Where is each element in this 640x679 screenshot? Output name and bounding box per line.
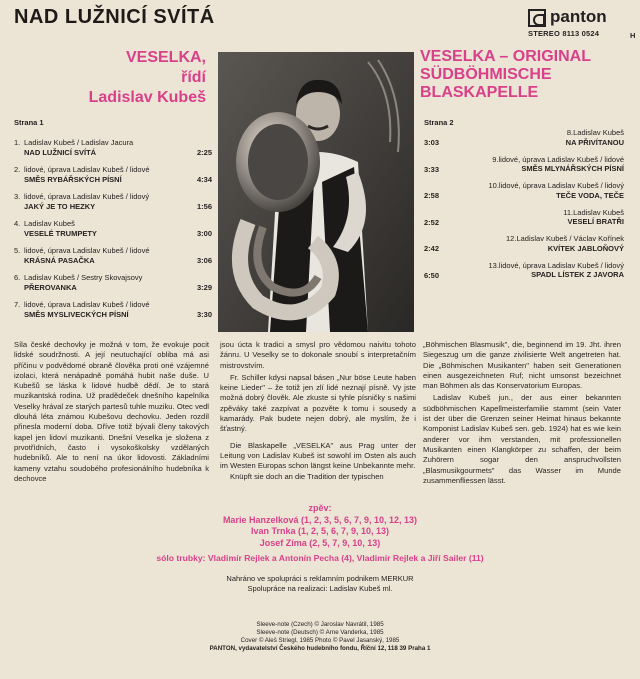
recording-note-line-2: Spolupráce na realizaci: Ladislav Kubeš ml. <box>247 584 393 593</box>
track-title: SMĚS MLYNÁŘSKÝCH PÍSNÍ <box>521 164 624 173</box>
notes-col2-p2: Fr. Schiller kdysi napsal básen „Nur böse Leute haben keine Lieder" – že totiž jen zlí lidé neznají písně. Vy jste možná dobrý člověk. Ale zkuste si tyhle písničky s našimi zpěváky také zazpívat a pozvěte k tomu i sousedy a kamarády. Pak budete nejen dobrý, ale myslím, že i šťastný. <box>220 372 416 434</box>
track-info <box>14 219 184 238</box>
right-heading-line-1: VESELKA – ORIGINAL <box>420 48 591 65</box>
track-info <box>464 261 624 280</box>
track-row <box>14 273 212 300</box>
recording-note-line-1: Nahráno ve spolupráci s reklamním podnikem MERKUR <box>226 574 414 583</box>
left-heading-line-1: VESELKA, <box>125 49 206 66</box>
label-code: H <box>630 31 636 40</box>
left-heading-line-3: Ladislav Kubeš <box>88 89 206 106</box>
notes-col2-p3: Die Blaskapelle „VESELKA" aus Prag unter der Leitung von Ladislav Kubeš ist sowohl im Osten als auch im Westen Europas schon längst keine Unbekannte mehr. <box>220 440 416 471</box>
track-credit: lidové, úprava Ladislav Kubeš / lidové <box>498 154 624 164</box>
track-info <box>14 138 184 157</box>
track-info <box>464 128 624 147</box>
track-duration: 3:33 <box>424 164 440 174</box>
right-heading <box>420 48 591 102</box>
track-duration: 3:03 <box>424 138 440 147</box>
track-row <box>424 261 624 288</box>
track-number: 2. <box>14 165 21 174</box>
track-title: JAKÝ JE TO HEZKY <box>24 201 96 211</box>
band-leader-photo <box>218 52 414 332</box>
track-duration: 3:06 <box>196 256 212 265</box>
track-row <box>424 181 624 208</box>
vocalist-1: Marie Hanzelková (1, 2, 3, 5, 6, 7, 9, 10, 12, 13) <box>222 514 418 525</box>
vocals-block <box>0 503 640 549</box>
track-number: 4. <box>14 219 21 228</box>
track-row <box>424 208 624 235</box>
side2-label: Strana 2 <box>424 118 454 127</box>
track-credit: Ladislav Kubeš <box>573 128 624 137</box>
track-info <box>464 155 624 174</box>
notes-col3-p2: Ladislav Kubeš jun., der aus einer bekannten südböhmischen Kapellmeisterfamilie stammt (sein Vater ist der über die Grenzen seiner Heimat hinaus bekannte Komponist Ladislav Kubeš sen. geb. 1924) hat es wie kein anderer vor ihm verstanden, mit professionellen Musikanten einen Klangkörper zu schaffen, der beim Zuhörern sogar den anspruchvollsten „Blasmusikgourmets" das Wasser im Munde zusammenfliessen lässt. <box>423 393 621 485</box>
track-credit: lidové, úprava Ladislav Kubeš / lidové <box>24 165 150 174</box>
notes-col2 <box>220 340 416 482</box>
track-credit: Ladislav Kubeš / Václav Kořínek <box>516 234 624 243</box>
track-row <box>424 155 624 182</box>
track-credit: lidové, úprava Ladislav Kubeš / lidové <box>24 246 150 255</box>
track-duration: 6:50 <box>424 270 440 280</box>
track-credit: lidové, úprava Ladislav Kubeš / lidový <box>24 192 150 201</box>
track-number: 5. <box>14 246 21 255</box>
track-title: KVÍTEK JABLOŇOVÝ <box>547 243 624 253</box>
credit-line-1: Sleeve-note (Czech) © Jaroslav Navrátil, 1985 <box>256 621 384 628</box>
track-info <box>464 181 624 200</box>
notes-col2-p4: Knüpft sie doch an die Tradition der typischen <box>230 471 384 481</box>
track-number: 10. <box>488 181 499 190</box>
track-title: SPADL LÍSTEK Z JAVORA <box>531 270 624 279</box>
track-row <box>14 219 212 246</box>
track-credit: lidové, úprava Ladislav Kubeš / lidový <box>498 260 624 270</box>
track-title: PŘEROVANKA <box>24 282 77 292</box>
track-number: 9. <box>492 154 499 164</box>
right-heading-line-3: BLASKAPELLE <box>420 84 539 101</box>
right-heading-line-2: SÜDBÖHMISCHE <box>420 66 552 83</box>
track-title: SMĚS RYBÁŘSKÝCH PÍSNÍ <box>24 174 122 184</box>
track-number: 1. <box>14 138 21 147</box>
track-title: NA PŘIVÍTANOU <box>565 137 624 147</box>
track-duration: 2:25 <box>196 148 212 157</box>
track-number: 6. <box>14 273 21 282</box>
track-number: 12. <box>506 234 517 243</box>
track-row <box>14 165 212 192</box>
left-heading-line-2: řídí <box>181 69 206 86</box>
vocalist-3: Josef Zíma (2, 5, 7, 9, 10, 13) <box>259 537 381 548</box>
track-number: 8. <box>566 128 574 137</box>
credit-line-2: Sleeve-note (Deutsch) © Arne Vanderka, 1985 <box>256 629 384 636</box>
track-number: 11. <box>563 207 574 217</box>
track-credit: lidové, úprava Ladislav Kubeš / lidový <box>498 181 624 190</box>
side1-tracklist <box>14 138 212 327</box>
credits-block <box>0 621 640 653</box>
track-duration: 1:56 <box>196 202 212 211</box>
track-credit: Ladislav Kubeš / Ladislav Jacura <box>24 138 134 147</box>
notes-col3-p1: „Böhmischen Blasmusik", die, beginnend im 19. Jht. ihren Siegeszug um die ganze zivilisierte Welt angetreten hat. Die „Böhmischen Musikanten" haben seit Generationen einen ausgezeichneten Ruf; nicht umsonst bezeichnet man Böhmen als das Konservatorium Europas. <box>423 340 621 391</box>
notes-col3 <box>423 340 621 486</box>
track-title: NAD LUŽNICÍ SVÍTÁ <box>24 147 97 157</box>
side2-tracklist <box>424 128 624 287</box>
notes-czech-col1: Síla české dechovky je možná v tom, že evokuje pocit lidské soudržnosti. A její neutuchající obliba má asi příčinu v podvědomé obraně člověka proti oné vzájemné izolaci, která nenápadně pomáhá hubit naše duše. U Kubešů se láska k lidové hudbě dědí. Je to stará muzikantská rodina. Už pradědeček dnešního kapelníka Veselky hrával ze starých partesů tuhle muziku. Otec vedl dlouhá léta známou Kubešovu dechovku. Jeden rozdíl přinesla moderní doba. Dříve totiž bývali členy takových kapel jen lidoví muzikanti. Dnešní Veselka je složena z prvotřídních, často i vysokoškolsky vzdělaných hudebníků. Ale to není na úkor lidovosti. Základními kameny vztahu soudobého profesionálního hudebníka k dechovce <box>14 340 209 483</box>
track-row <box>424 234 624 261</box>
track-title: VESELÍ BRATŘI <box>567 217 624 226</box>
track-row <box>424 128 624 155</box>
track-title: TEČE VODA, TEČE <box>556 190 624 200</box>
track-row <box>14 138 212 165</box>
credit-line-3: Cover © Aleš Striegl, 1985 Photo © Pavel Jasanský, 1985 <box>240 637 400 644</box>
credit-line-4: PANTON, vydavatelství Českého hudebního fondu, Říční 12, 118 39 Praha 1 <box>209 645 431 652</box>
track-credit: Ladislav Kubeš <box>573 207 624 217</box>
track-credit: lidové, úprava Ladislav Kubeš / lidové <box>24 300 150 309</box>
side1-label: Strana 1 <box>14 118 44 127</box>
track-duration: 3:30 <box>196 310 212 319</box>
album-title: NAD LUŽNICÍ SVÍTÁ <box>14 6 215 28</box>
track-number: 13. <box>488 260 499 270</box>
track-info <box>14 192 184 211</box>
solo-trumpets: sólo trubky: Vladimír Rejlek a Antonín Pecha (4), Vladimír Rejlek a Jiří Sailer (11) <box>156 553 484 563</box>
track-info <box>14 300 184 319</box>
left-heading <box>89 48 206 108</box>
label-name: panton <box>550 7 607 26</box>
track-duration: 2:58 <box>424 191 440 200</box>
track-info <box>14 246 184 265</box>
vocals-label: zpěv: <box>308 503 332 513</box>
notes-col2-p1: jsou úcta k tradici a smysl pro vědomou naivitu tohoto žánru. U Veselky se to dokonale snoubí s interpretačním mistrovstvím. <box>220 340 416 370</box>
track-credit: Ladislav Kubeš / Sestry Skovajsovy <box>24 273 143 282</box>
track-info <box>464 208 624 227</box>
track-row <box>14 192 212 219</box>
tuba-player-illustration <box>218 52 414 332</box>
track-info <box>464 234 624 253</box>
track-info <box>14 273 184 292</box>
track-number: 3. <box>14 192 21 201</box>
panton-logo <box>528 7 636 40</box>
track-duration: 3:29 <box>196 283 212 292</box>
recording-note <box>0 574 640 594</box>
track-title: KRÁSNÁ PASAČKA <box>24 255 95 265</box>
track-duration: 2:52 <box>424 217 440 227</box>
track-duration: 4:34 <box>196 175 212 184</box>
track-credit: Ladislav Kubeš <box>24 219 75 228</box>
track-title: SMĚS MYSLIVECKÝCH PÍSNÍ <box>24 309 129 319</box>
track-title: VESELÉ TRUMPETY <box>24 228 97 238</box>
track-row <box>14 300 212 327</box>
panton-logo-icon <box>528 9 546 27</box>
track-duration: 3:00 <box>196 229 212 238</box>
track-duration: 2:42 <box>424 244 440 253</box>
track-info <box>14 165 184 184</box>
track-row <box>14 246 212 273</box>
vocalist-2: Ivan Trnka (1, 2, 5, 6, 7, 9, 10, 13) <box>250 526 390 536</box>
track-number: 7. <box>14 300 21 309</box>
catalog-number: STEREO 8113 0524 <box>528 29 600 38</box>
